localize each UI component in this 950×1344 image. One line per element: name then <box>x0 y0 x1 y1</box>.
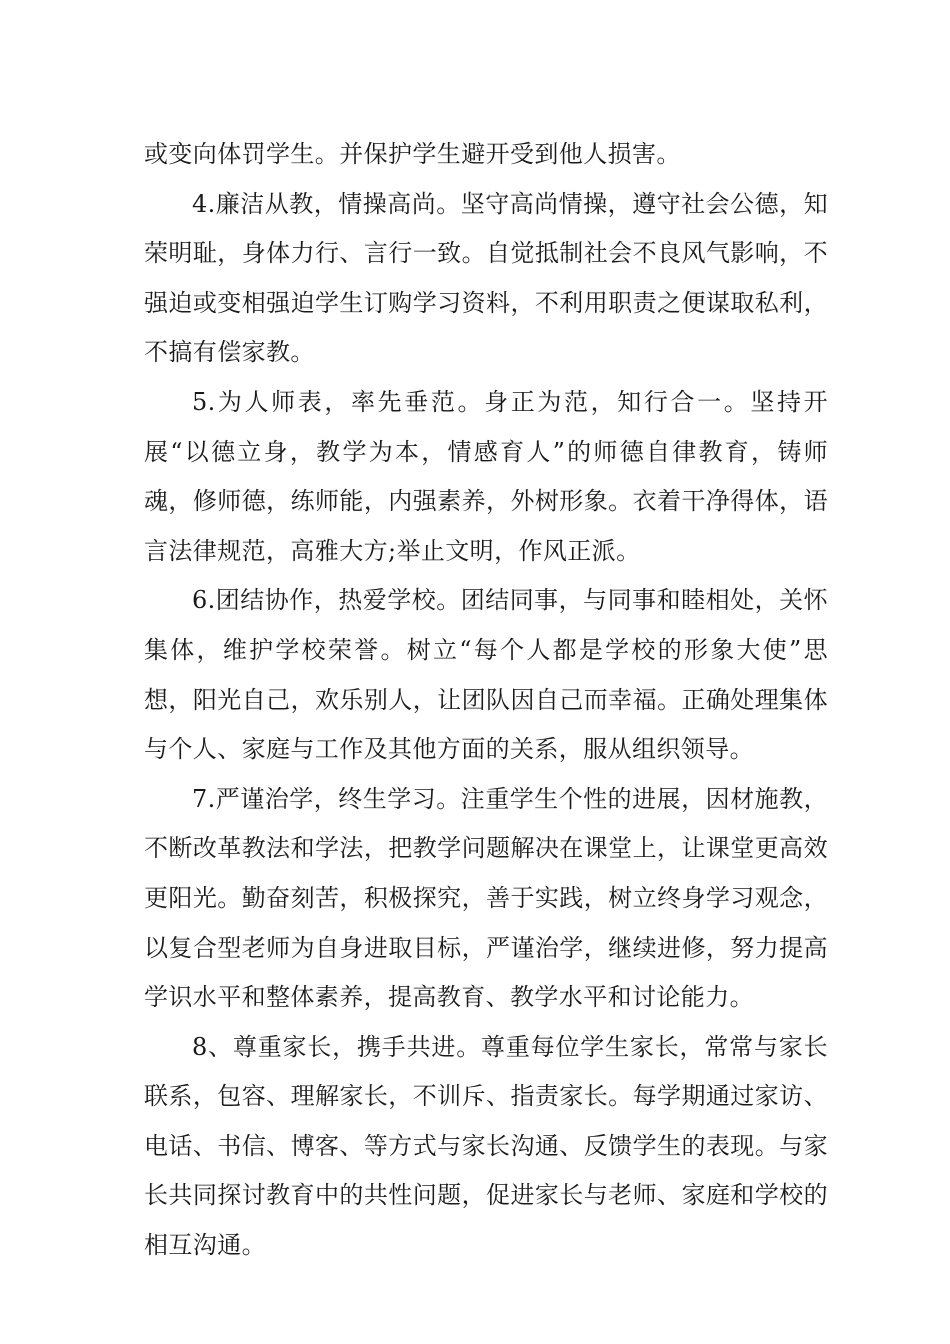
paragraph-item-5: 5.为人师表，率先垂范。身正为范，知行合一。坚持开展“以德立身，教学为本，情感育人”的师德自律教育，铸师魂，修师德，练师能，内强素养，外树形象。衣着干净得体，语言法律规范，高雅大方;举止文明，作风正派。 <box>144 387 828 565</box>
paragraph-item-8: 8、尊重家长，携手共进。尊重每位学生家长，常常与家长联系，包容、理解家长，不训斥、指责家长。每学期通过家访、电话、书信、博客、等方式与家长沟通、反馈学生的表现。与家长共同探讨教育中的共性问题，促进家长与老师、家庭和学校的相互沟通。 <box>144 1032 828 1260</box>
paragraph-item-4: 4.廉洁从教，情操高尚。坚守高尚情操，遵守社会公德，知荣明耻，身体力行、言行一致。自觉抵制社会不良风气影响，不强迫或变相强迫学生订购学习资料，不利用职责之便谋取私利，不搞有偿家教。 <box>144 189 828 367</box>
document-body <box>144 130 828 1271</box>
paragraph-continuation: 或变向体罚学生。并保护学生避开受到他人损害。 <box>144 140 681 168</box>
paragraph-item-7: 7.严谨治学，终生学习。注重学生个性的进展，因材施教，不断改革教法和学法，把教学问题解决在课堂上，让课堂更高效更阳光。勤奋刻苦，积极探究，善于实践，树立终身学习观念，以复合型老师为自身进取目标，严谨治学，继续进修，努力提高学识水平和整体素养，提高教育、教学水平和讨论能力。 <box>144 784 828 1012</box>
paragraph-item-6: 6.团结协作，热爱学校。团结同事，与同事和睦相处，关怀集体，维护学校荣誉。树立“每个人都是学校的形象大使”思想，阳光自己，欢乐别人，让团队因自己而幸福。正确处理集体与个人、家庭与工作及其他方面的关系，服从组织领导。 <box>144 586 828 764</box>
